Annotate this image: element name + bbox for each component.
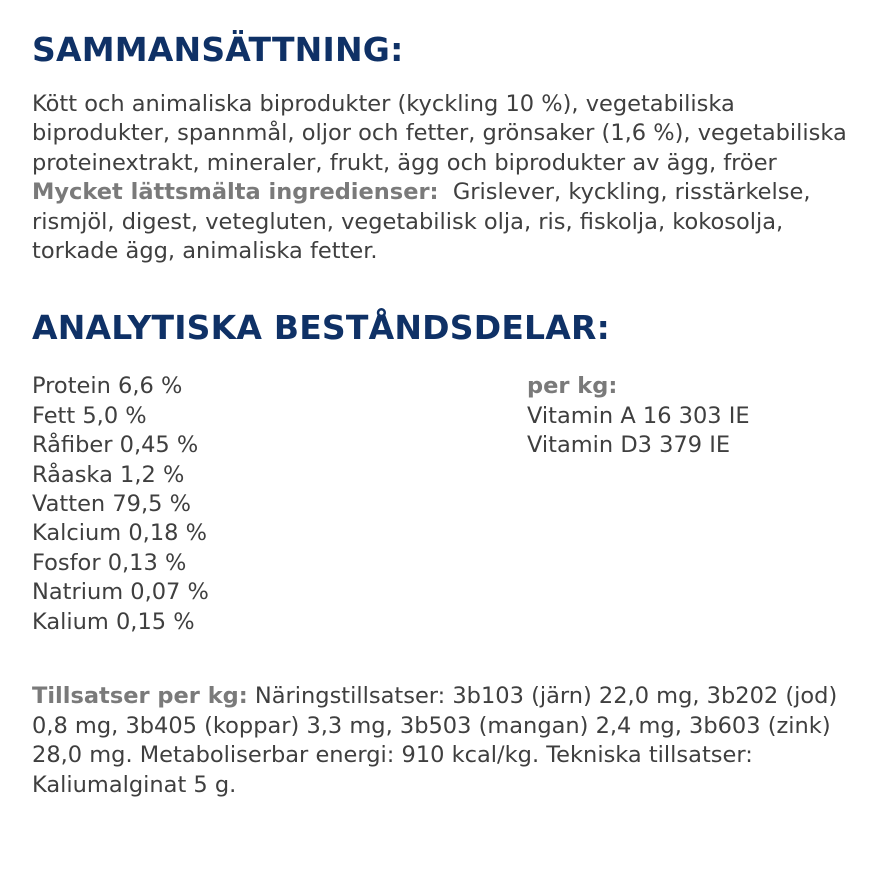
analytics-table bbox=[32, 372, 852, 635]
analytics-item: Kalcium 0,18 % bbox=[32, 520, 207, 547]
analytics-item: Fett 5,0 % bbox=[32, 402, 147, 429]
analytics-left-column bbox=[32, 372, 492, 637]
vitamin-item: Vitamin A 16 303 IE bbox=[527, 402, 750, 429]
additives-label: Tillsatser per kg: bbox=[32, 683, 248, 710]
analytics-item: Protein 6,6 % bbox=[32, 373, 183, 400]
composition-paragraph bbox=[32, 90, 852, 266]
additives-text: Näringstillsatser: 3b103 (järn) 22,0 mg, 3b202 (jod) 0,8 mg, 3b405 (koppar) 3,3 mg, 3b503 (mangan) 2,4 mg, 3b603 (zink) 28,0 mg. Metaboliserbar energi: 910 kcal/kg. Tekniska tillsatser: Kaliumalginat 5 g. bbox=[32, 683, 838, 798]
analytics-item: Natrium 0,07 % bbox=[32, 579, 209, 606]
analytics-item: Kalium 0,15 % bbox=[32, 608, 195, 635]
analytics-item: Råfiber 0,45 % bbox=[32, 432, 199, 459]
additives-paragraph bbox=[32, 682, 852, 800]
product-info-page bbox=[32, 28, 852, 800]
composition-text: Kött och animaliska biprodukter (kyckling 10 %), vegetabiliska biprodukter, spannmål, oljor och fetter, grönsaker (1,6 %), vegetabiliska proteinextrakt, mineraler, frukt, ägg och biprodukter av ägg, fröer bbox=[32, 91, 847, 176]
analytics-item: Råaska 1,2 % bbox=[32, 461, 185, 488]
per-kg-heading: per kg: bbox=[527, 373, 618, 400]
analytics-right-column bbox=[527, 372, 847, 460]
composition-title: SAMMANSÄTTNING: bbox=[32, 30, 404, 69]
analytics-item: Vatten 79,5 % bbox=[32, 491, 191, 518]
digestible-label: Mycket lättsmälta ingredienser: bbox=[32, 179, 439, 206]
analytics-title: ANALYTISKA BESTÅNDSDELAR: bbox=[32, 308, 611, 348]
digestible-text: Grislever, kyckling, risstärkelse, rismjöl, digest, vetegluten, vegetabilisk olja, ris, fiskolja, kokosolja, torkade ägg, animaliska fetter. bbox=[32, 179, 811, 265]
vitamin-item: Vitamin D3 379 IE bbox=[527, 432, 731, 459]
analytics-item: Fosfor 0,13 % bbox=[32, 549, 187, 576]
